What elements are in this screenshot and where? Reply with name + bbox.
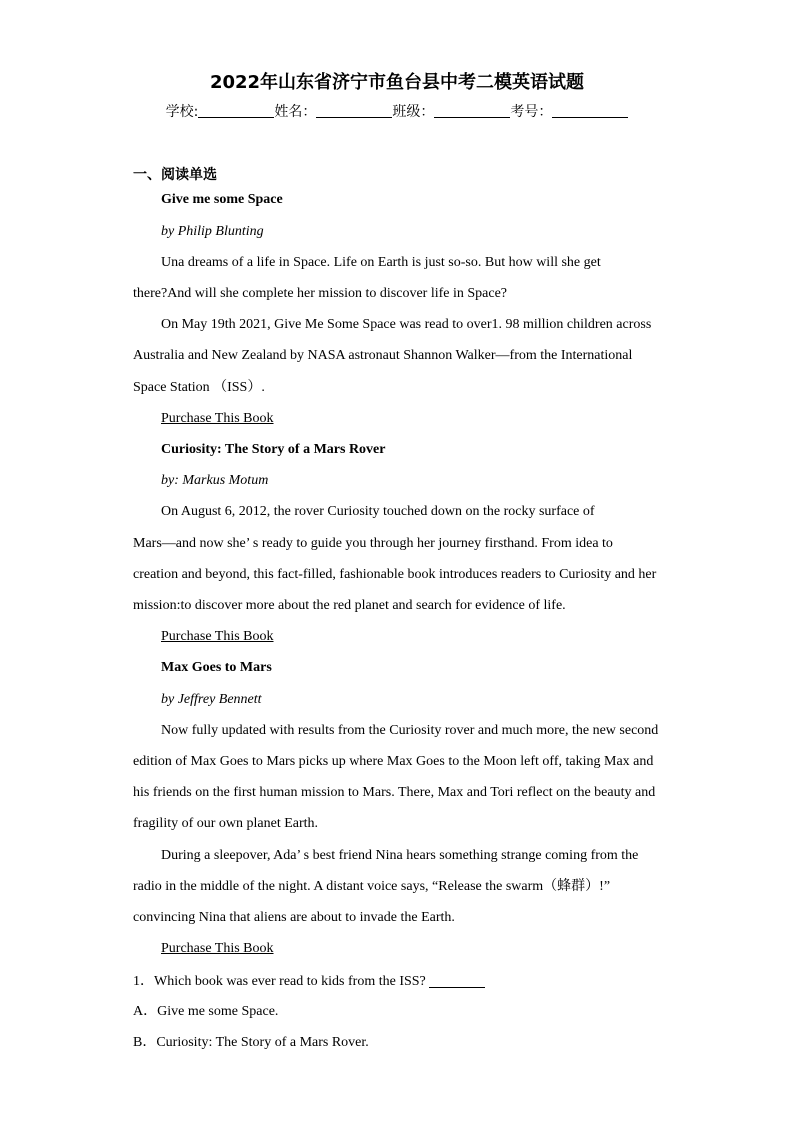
page-title: 2022年山东省济宁市鱼台县中考二模英语试题 bbox=[209, 72, 585, 93]
book-3-author: by Jeffrey Bennett bbox=[161, 692, 262, 707]
book-3-text-line: Now fully updated with results from the Curiosity rover and much more, the new second bbox=[161, 723, 659, 738]
name-label: 姓名： bbox=[274, 104, 317, 120]
book-1-text-line: On May 19th 2021, Give Me Some Space was read to over1. 98 million children across bbox=[161, 317, 652, 332]
school-blank[interactable] bbox=[198, 103, 274, 118]
book-2-text-line: On August 6, 2012, the rover Curiosity touched down on the rocky surface of bbox=[161, 504, 595, 519]
book-3-text-line: his friends on the first human mission to Mars. There, Max and Tori reflect on the beauty and bbox=[133, 785, 656, 800]
book-2-author: by: Markus Motum bbox=[161, 473, 269, 488]
option-b[interactable]: B．Curiosity: The Story of a Mars Rover. bbox=[133, 1035, 369, 1050]
name-blank[interactable] bbox=[316, 103, 392, 118]
book-2-text-line: mission:to discover more about the red planet and search for evidence of life. bbox=[133, 598, 566, 613]
book-3-text-line: edition of Max Goes to Mars picks up where Max Goes to the Moon left off, taking Max and bbox=[133, 754, 654, 769]
class-blank[interactable] bbox=[434, 103, 510, 118]
book-2-title: Curiosity: The Story of a Mars Rover bbox=[161, 442, 386, 457]
section-heading: 一、阅读单选 bbox=[133, 167, 217, 183]
book-3-title: Max Goes to Mars bbox=[161, 660, 272, 675]
book-1-purchase-link[interactable]: Purchase This Book bbox=[161, 411, 274, 426]
book-3-purchase-link[interactable]: Purchase This Book bbox=[161, 941, 274, 956]
school-label: 学校: bbox=[165, 104, 199, 120]
book-2-purchase-link[interactable]: Purchase This Book bbox=[161, 629, 274, 644]
book-1-title: Give me some Space bbox=[161, 192, 283, 207]
book-1-text-line: Australia and New Zealand by NASA astronaut Shannon Walker—from the International bbox=[133, 348, 633, 363]
option-a[interactable]: A．Give me some Space. bbox=[133, 1004, 279, 1019]
book-1-author: by Philip Blunting bbox=[161, 224, 264, 239]
book-3-text-line: During a sleepover, Ada’ s best friend Nina hears something strange coming from the bbox=[161, 848, 639, 863]
book-3-text-line: fragility of our own planet Earth. bbox=[133, 816, 319, 831]
question-1-stem: 1．Which book was ever read to kids from the ISS? bbox=[133, 974, 426, 989]
question-1 bbox=[133, 973, 485, 990]
book-2-text-line: creation and beyond, this fact-filled, fashionable book introduces readers to Curiosity and her bbox=[133, 567, 657, 582]
exam-number-label: 考号： bbox=[510, 104, 553, 120]
book-3-text-line: radio in the middle of the night. A distant voice says, “Release the swarm（蜂群）!” bbox=[133, 879, 611, 894]
book-2-text-line: Mars—and now she’ s ready to guide you through her journey firsthand. From idea to bbox=[133, 536, 613, 551]
class-label: 班级： bbox=[392, 104, 435, 120]
book-1-text-line: there?And will she complete her mission to discover life in Space? bbox=[133, 286, 508, 301]
exam-number-blank[interactable] bbox=[552, 103, 628, 118]
book-1-text-line: Una dreams of a life in Space. Life on Earth is just so-so. But how will she get bbox=[161, 255, 601, 270]
question-1-answer-blank[interactable] bbox=[429, 973, 485, 988]
book-1-text-line: Space Station （ISS）. bbox=[133, 380, 265, 395]
book-3-text-line: convincing Nina that aliens are about to invade the Earth. bbox=[133, 910, 455, 925]
student-info-line bbox=[0, 101, 794, 121]
